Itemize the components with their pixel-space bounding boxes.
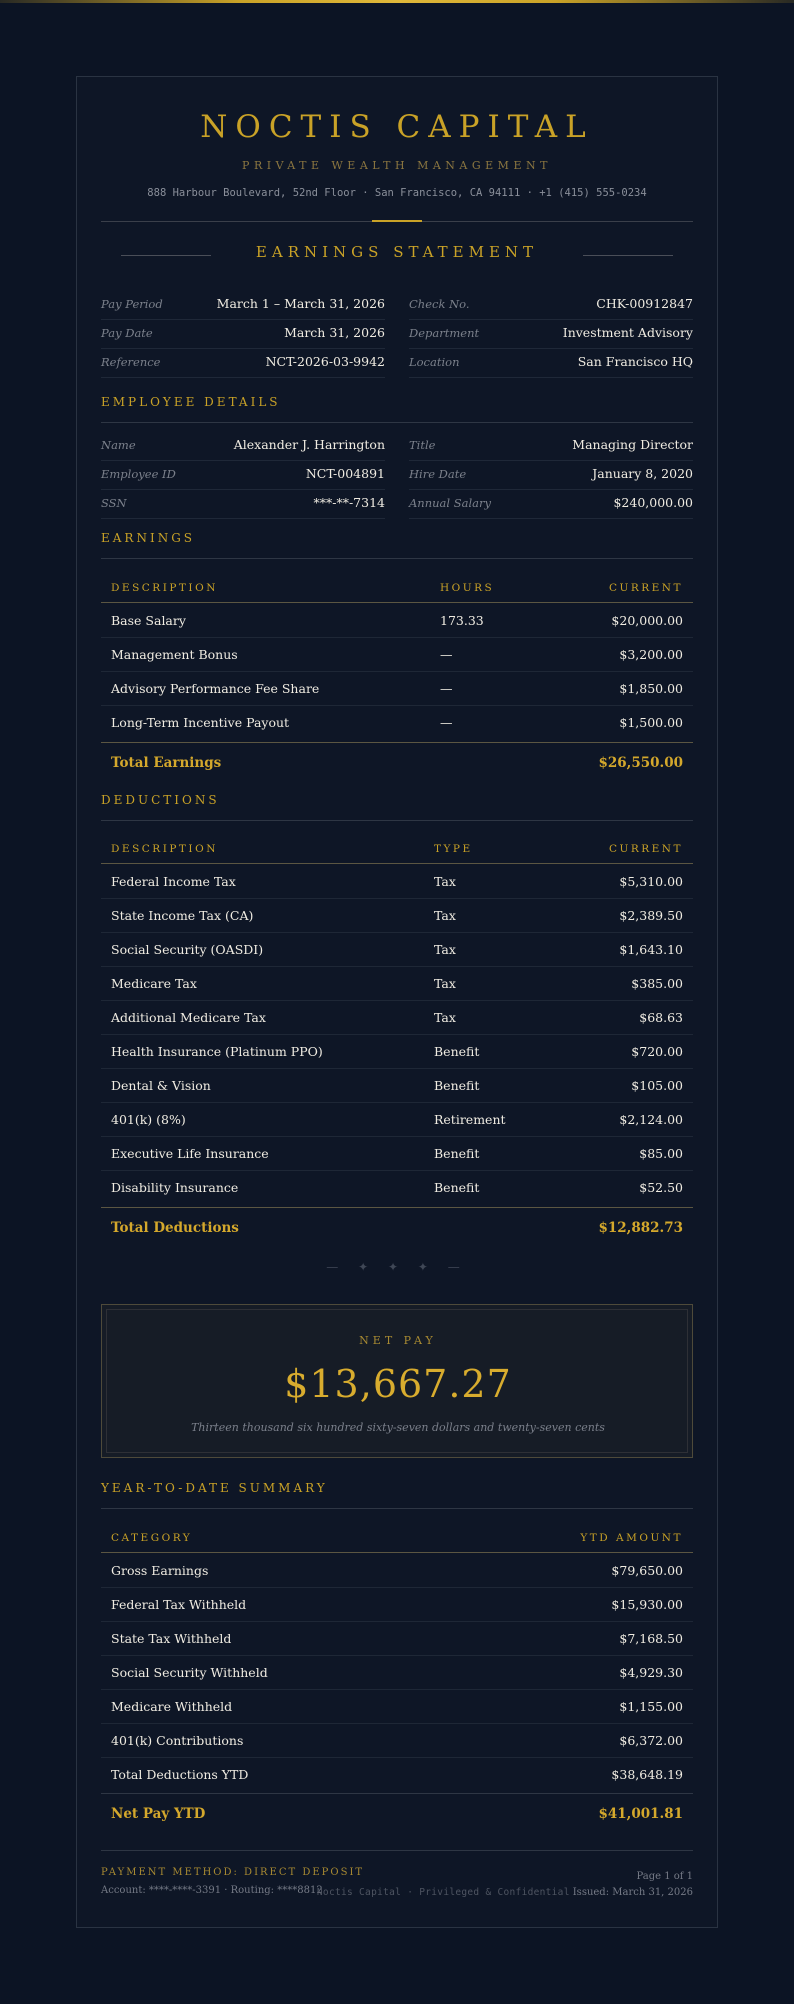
row-description: Management Bonus: [111, 647, 238, 662]
deduction-row: [101, 967, 693, 1001]
company-address: 888 Harbour Boulevard, 52nd Floor · San Francisco, CA 94111 · +1 (415) 555-0234: [147, 187, 647, 199]
earnings-row: [101, 638, 693, 672]
employee-annual-salary: [409, 490, 693, 519]
info-value: NCT-2026-03-9942: [265, 354, 385, 369]
detail-label: SSN: [101, 496, 127, 510]
employee-hire-date: [409, 461, 693, 490]
total-value: $12,882.73: [598, 1220, 683, 1236]
footer-divider: [101, 1850, 693, 1851]
info-label: Pay Period: [101, 297, 163, 311]
row-amount: $1,500.00: [619, 715, 683, 730]
info-department: [409, 320, 693, 349]
total-label: Net Pay YTD: [111, 1806, 206, 1822]
row-description: Additional Medicare Tax: [111, 1010, 266, 1025]
ytd-row: [101, 1554, 693, 1588]
row-type: Tax: [434, 908, 456, 923]
detail-value: $240,000.00: [613, 495, 693, 510]
row-amount: $52.50: [639, 1180, 683, 1195]
ytd-category: Medicare Withheld: [111, 1699, 233, 1714]
page-number: Page 1 of 1: [636, 1871, 693, 1882]
total-label: Total Earnings: [111, 755, 222, 771]
row-amount: $85.00: [639, 1146, 683, 1161]
employee-title: [409, 432, 693, 461]
deductions-title: DEDUCTIONS: [101, 793, 693, 821]
deduction-row: [101, 1035, 693, 1069]
footer-right: [317, 1887, 693, 1898]
row-description: Base Salary: [111, 613, 186, 628]
payment-method: PAYMENT METHOD: DIRECT DEPOSIT: [101, 1867, 365, 1878]
row-amount: $2,124.00: [619, 1112, 683, 1127]
detail-label: Hire Date: [409, 467, 467, 481]
ytd-table-header: [101, 1509, 693, 1553]
ytd-amount: $15,930.00: [611, 1597, 683, 1612]
ytd-row: [101, 1758, 693, 1792]
top-accent-line: [0, 0, 794, 3]
row-amount: $1,643.10: [619, 942, 683, 957]
info-pay-period: [101, 291, 385, 320]
earnings-title: EARNINGS: [101, 531, 693, 559]
row-amount: $20,000.00: [611, 613, 683, 628]
account-info: Account: ****-****-3391 · Routing: ****8812: [101, 1885, 323, 1896]
row-description: Advisory Performance Fee Share: [111, 681, 320, 696]
ytd-amount: $38,648.19: [611, 1767, 683, 1782]
row-type: Tax: [434, 942, 456, 957]
deduction-row: [101, 1171, 693, 1205]
row-description: 401(k) (8%): [111, 1112, 186, 1127]
info-label: Location: [409, 355, 460, 369]
row-description: Medicare Tax: [111, 976, 197, 991]
column-header: TYPE: [434, 843, 473, 855]
net-pay-label: NET PAY: [359, 1334, 437, 1347]
employee-details-title: EMPLOYEE DETAILS: [101, 395, 693, 423]
row-description: State Income Tax (CA): [111, 908, 254, 923]
detail-label: Employee ID: [101, 467, 176, 481]
ytd-category: State Tax Withheld: [111, 1631, 232, 1646]
row-amount: $385.00: [631, 976, 683, 991]
deduction-row: [101, 1103, 693, 1137]
column-header: CATEGORY: [111, 1532, 193, 1544]
ytd-category: 401(k) Contributions: [111, 1733, 244, 1748]
row-description: Dental & Vision: [111, 1078, 211, 1093]
row-hours: 173.33: [440, 613, 484, 628]
confidentiality-notice: Noctis Capital · Privileged & Confidential: [316, 1887, 570, 1898]
ytd-amount: $79,650.00: [611, 1563, 683, 1578]
ytd-row: [101, 1588, 693, 1622]
info-value: March 1 – March 31, 2026: [216, 296, 385, 311]
info-check-no: [409, 291, 693, 320]
earnings-row: [101, 604, 693, 638]
column-header: CURRENT: [608, 843, 683, 855]
info-label: Pay Date: [101, 326, 153, 340]
detail-label: Name: [101, 438, 136, 452]
company-tagline: PRIVATE WEALTH MANAGEMENT: [242, 159, 552, 172]
row-description: Long-Term Incentive Payout: [111, 715, 290, 730]
detail-value: Alexander J. Harrington: [233, 437, 385, 452]
title-rule-right: [583, 255, 673, 256]
row-hours: —: [440, 647, 453, 662]
deduction-row: [101, 865, 693, 899]
row-amount: $3,200.00: [619, 647, 683, 662]
detail-value: NCT-004891: [305, 466, 385, 481]
employee-id: [101, 461, 385, 490]
net-pay-amount: $13,667.27: [284, 1362, 512, 1406]
row-type: Tax: [434, 1010, 456, 1025]
detail-value: January 8, 2020: [592, 466, 693, 481]
row-amount: $2,389.50: [619, 908, 683, 923]
row-amount: $1,850.00: [619, 681, 683, 696]
earnings-row: [101, 706, 693, 740]
row-description: Disability Insurance: [111, 1180, 239, 1195]
total-value: $26,550.00: [598, 755, 683, 771]
ytd-category: Federal Tax Withheld: [111, 1597, 247, 1612]
ornamental-divider: — ✦ ✦ ✦ —: [326, 1260, 468, 1274]
deduction-row: [101, 933, 693, 967]
row-type: Tax: [434, 976, 456, 991]
ytd-total-row: [101, 1793, 693, 1833]
earnings-row: [101, 672, 693, 706]
issued-date: Issued: March 31, 2026: [572, 1887, 693, 1898]
company-name: NOCTIS CAPITAL: [200, 109, 594, 145]
column-header: HOURS: [440, 582, 495, 594]
net-pay-inner-frame: [106, 1309, 688, 1453]
employee-ssn: [101, 490, 385, 519]
ytd-amount: $1,155.00: [619, 1699, 683, 1714]
detail-label: Annual Salary: [409, 496, 491, 510]
info-value: San Francisco HQ: [577, 354, 693, 369]
row-type: Benefit: [434, 1146, 480, 1161]
info-reference: [101, 349, 385, 378]
info-pay-date: [101, 320, 385, 349]
row-hours: —: [440, 715, 453, 730]
row-description: Executive Life Insurance: [111, 1146, 269, 1161]
row-type: Benefit: [434, 1180, 480, 1195]
earnings-statement-sheet: [76, 76, 718, 1928]
detail-value: Managing Director: [572, 437, 693, 452]
row-hours: —: [440, 681, 453, 696]
column-header: DESCRIPTION: [111, 843, 218, 855]
statement-title: EARNINGS STATEMENT: [255, 243, 539, 261]
deductions-table-header: [101, 820, 693, 864]
ytd-amount: $4,929.30: [619, 1665, 683, 1680]
employee-name: [101, 432, 385, 461]
ytd-row: [101, 1690, 693, 1724]
row-amount: $105.00: [631, 1078, 683, 1093]
row-amount: $68.63: [639, 1010, 683, 1025]
info-label: Check No.: [409, 297, 470, 311]
deduction-row: [101, 1137, 693, 1171]
deductions-total-row: [101, 1207, 693, 1247]
column-header: YTD AMOUNT: [580, 1532, 683, 1544]
row-amount: $5,310.00: [619, 874, 683, 889]
row-description: Health Insurance (Platinum PPO): [111, 1044, 323, 1059]
row-type: Benefit: [434, 1044, 480, 1059]
info-value: Investment Advisory: [562, 325, 693, 340]
ytd-row: [101, 1724, 693, 1758]
info-label: Department: [409, 326, 480, 340]
deduction-row: [101, 899, 693, 933]
column-header: CURRENT: [608, 582, 683, 594]
detail-label: Title: [409, 438, 436, 452]
net-pay-box: [101, 1304, 693, 1458]
info-location: [409, 349, 693, 378]
deduction-row: [101, 1069, 693, 1103]
info-label: Reference: [101, 355, 161, 369]
row-amount: $720.00: [631, 1044, 683, 1059]
info-value: March 31, 2026: [284, 325, 385, 340]
deduction-row: [101, 1001, 693, 1035]
ytd-category: Social Security Withheld: [111, 1665, 268, 1680]
earnings-table-header: [101, 559, 693, 603]
row-description: Federal Income Tax: [111, 874, 236, 889]
ytd-amount: $7,168.50: [619, 1631, 683, 1646]
row-type: Retirement: [434, 1112, 506, 1127]
net-pay-words: Thirteen thousand six hundred sixty-seven dollars and twenty-seven cents: [191, 1421, 605, 1434]
ytd-category: Total Deductions YTD: [111, 1767, 249, 1782]
total-label: Total Deductions: [111, 1220, 239, 1236]
info-value: CHK-00912847: [596, 296, 693, 311]
column-header: DESCRIPTION: [111, 582, 218, 594]
ytd-amount: $6,372.00: [619, 1733, 683, 1748]
earnings-total-row: [101, 742, 693, 782]
row-type: Benefit: [434, 1078, 480, 1093]
row-description: Social Security (OASDI): [111, 942, 264, 957]
ytd-summary-title: YEAR-TO-DATE SUMMARY: [101, 1481, 693, 1509]
ytd-row: [101, 1622, 693, 1656]
header-divider-accent: [372, 220, 422, 222]
ytd-row: [101, 1656, 693, 1690]
row-type: Tax: [434, 874, 456, 889]
detail-value: ***-**-7314: [313, 495, 385, 510]
total-value: $41,001.81: [598, 1806, 683, 1822]
ytd-category: Gross Earnings: [111, 1563, 209, 1578]
